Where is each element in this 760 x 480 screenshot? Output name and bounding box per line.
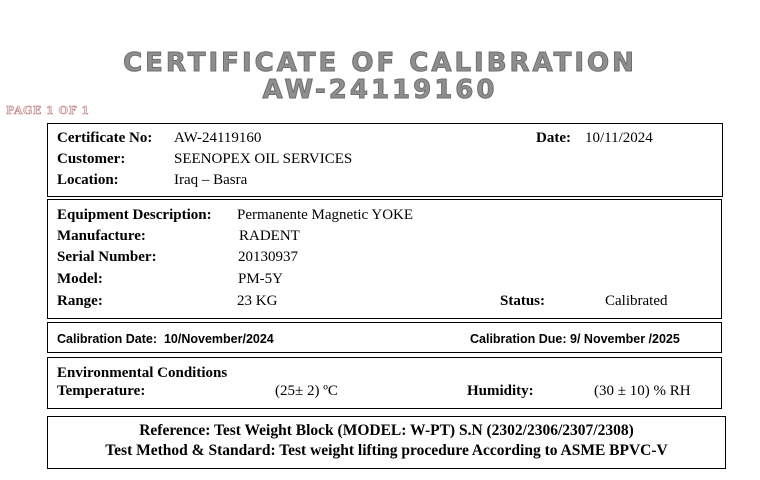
reference-line: Reference: Test Weight Block (MODEL: W-PT) S.N (2302/2306/2307/2308) bbox=[139, 422, 634, 439]
calibration-due bbox=[470, 331, 680, 348]
status-value: Calibrated bbox=[605, 293, 668, 309]
header-box bbox=[47, 123, 723, 197]
status-label: Status: bbox=[500, 293, 546, 309]
location-value: Iraq – Basra bbox=[174, 172, 248, 188]
equipment-description-value: Permanente Magnetic YOKE bbox=[237, 207, 414, 223]
model-value: PM-5Y bbox=[238, 271, 284, 287]
certificate-number-title: AW-24119160 bbox=[262, 75, 498, 105]
customer-value: SEENOPEX OIL SERVICES bbox=[174, 151, 353, 167]
reference-box bbox=[47, 416, 726, 469]
certificate-no-label: Certificate No: bbox=[57, 130, 153, 146]
serial-number-label: Serial Number: bbox=[57, 249, 157, 265]
calibration-due-value: 9/ November /2025 bbox=[570, 332, 680, 346]
page-label: PAGE 1 OF 1 bbox=[6, 104, 90, 117]
range-label: Range: bbox=[57, 293, 103, 309]
manufacture-label: Manufacture: bbox=[57, 228, 146, 244]
model-label: Model: bbox=[57, 271, 103, 287]
serial-number-value: 20130937 bbox=[238, 249, 298, 265]
certificate-no-value: AW-24119160 bbox=[174, 130, 262, 146]
temperature-value: (25± 2) ºC bbox=[275, 383, 338, 399]
calibration-due-label: Calibration Due: bbox=[470, 332, 567, 346]
calibration-box bbox=[47, 322, 722, 353]
manufacture-value: RADENT bbox=[239, 228, 300, 244]
calibration-date bbox=[57, 331, 274, 348]
certificate-title: CERTIFICATE OF CALIBRATION bbox=[123, 48, 637, 78]
humidity-value: (30 ± 10) % RH bbox=[594, 383, 691, 399]
equipment-box bbox=[47, 199, 722, 319]
date-label: Date: bbox=[536, 130, 571, 146]
location-label: Location: bbox=[57, 172, 119, 188]
calibration-date-value: 10/November/2024 bbox=[163, 332, 274, 346]
date-value: 10/11/2024 bbox=[585, 130, 653, 146]
environment-box bbox=[47, 357, 722, 409]
test-method-line: Test Method & Standard: Test weight lifting procedure According to ASME BPVC-V bbox=[105, 442, 668, 459]
customer-label: Customer: bbox=[57, 151, 126, 167]
humidity-label: Humidity: bbox=[467, 383, 534, 399]
environment-heading: Environmental Conditions bbox=[57, 365, 228, 381]
calibration-date-label: Calibration Date: bbox=[57, 332, 158, 346]
equipment-description-label: Equipment Description: bbox=[57, 207, 212, 223]
range-value: 23 KG bbox=[237, 293, 278, 309]
temperature-label: Temperature: bbox=[57, 383, 146, 399]
